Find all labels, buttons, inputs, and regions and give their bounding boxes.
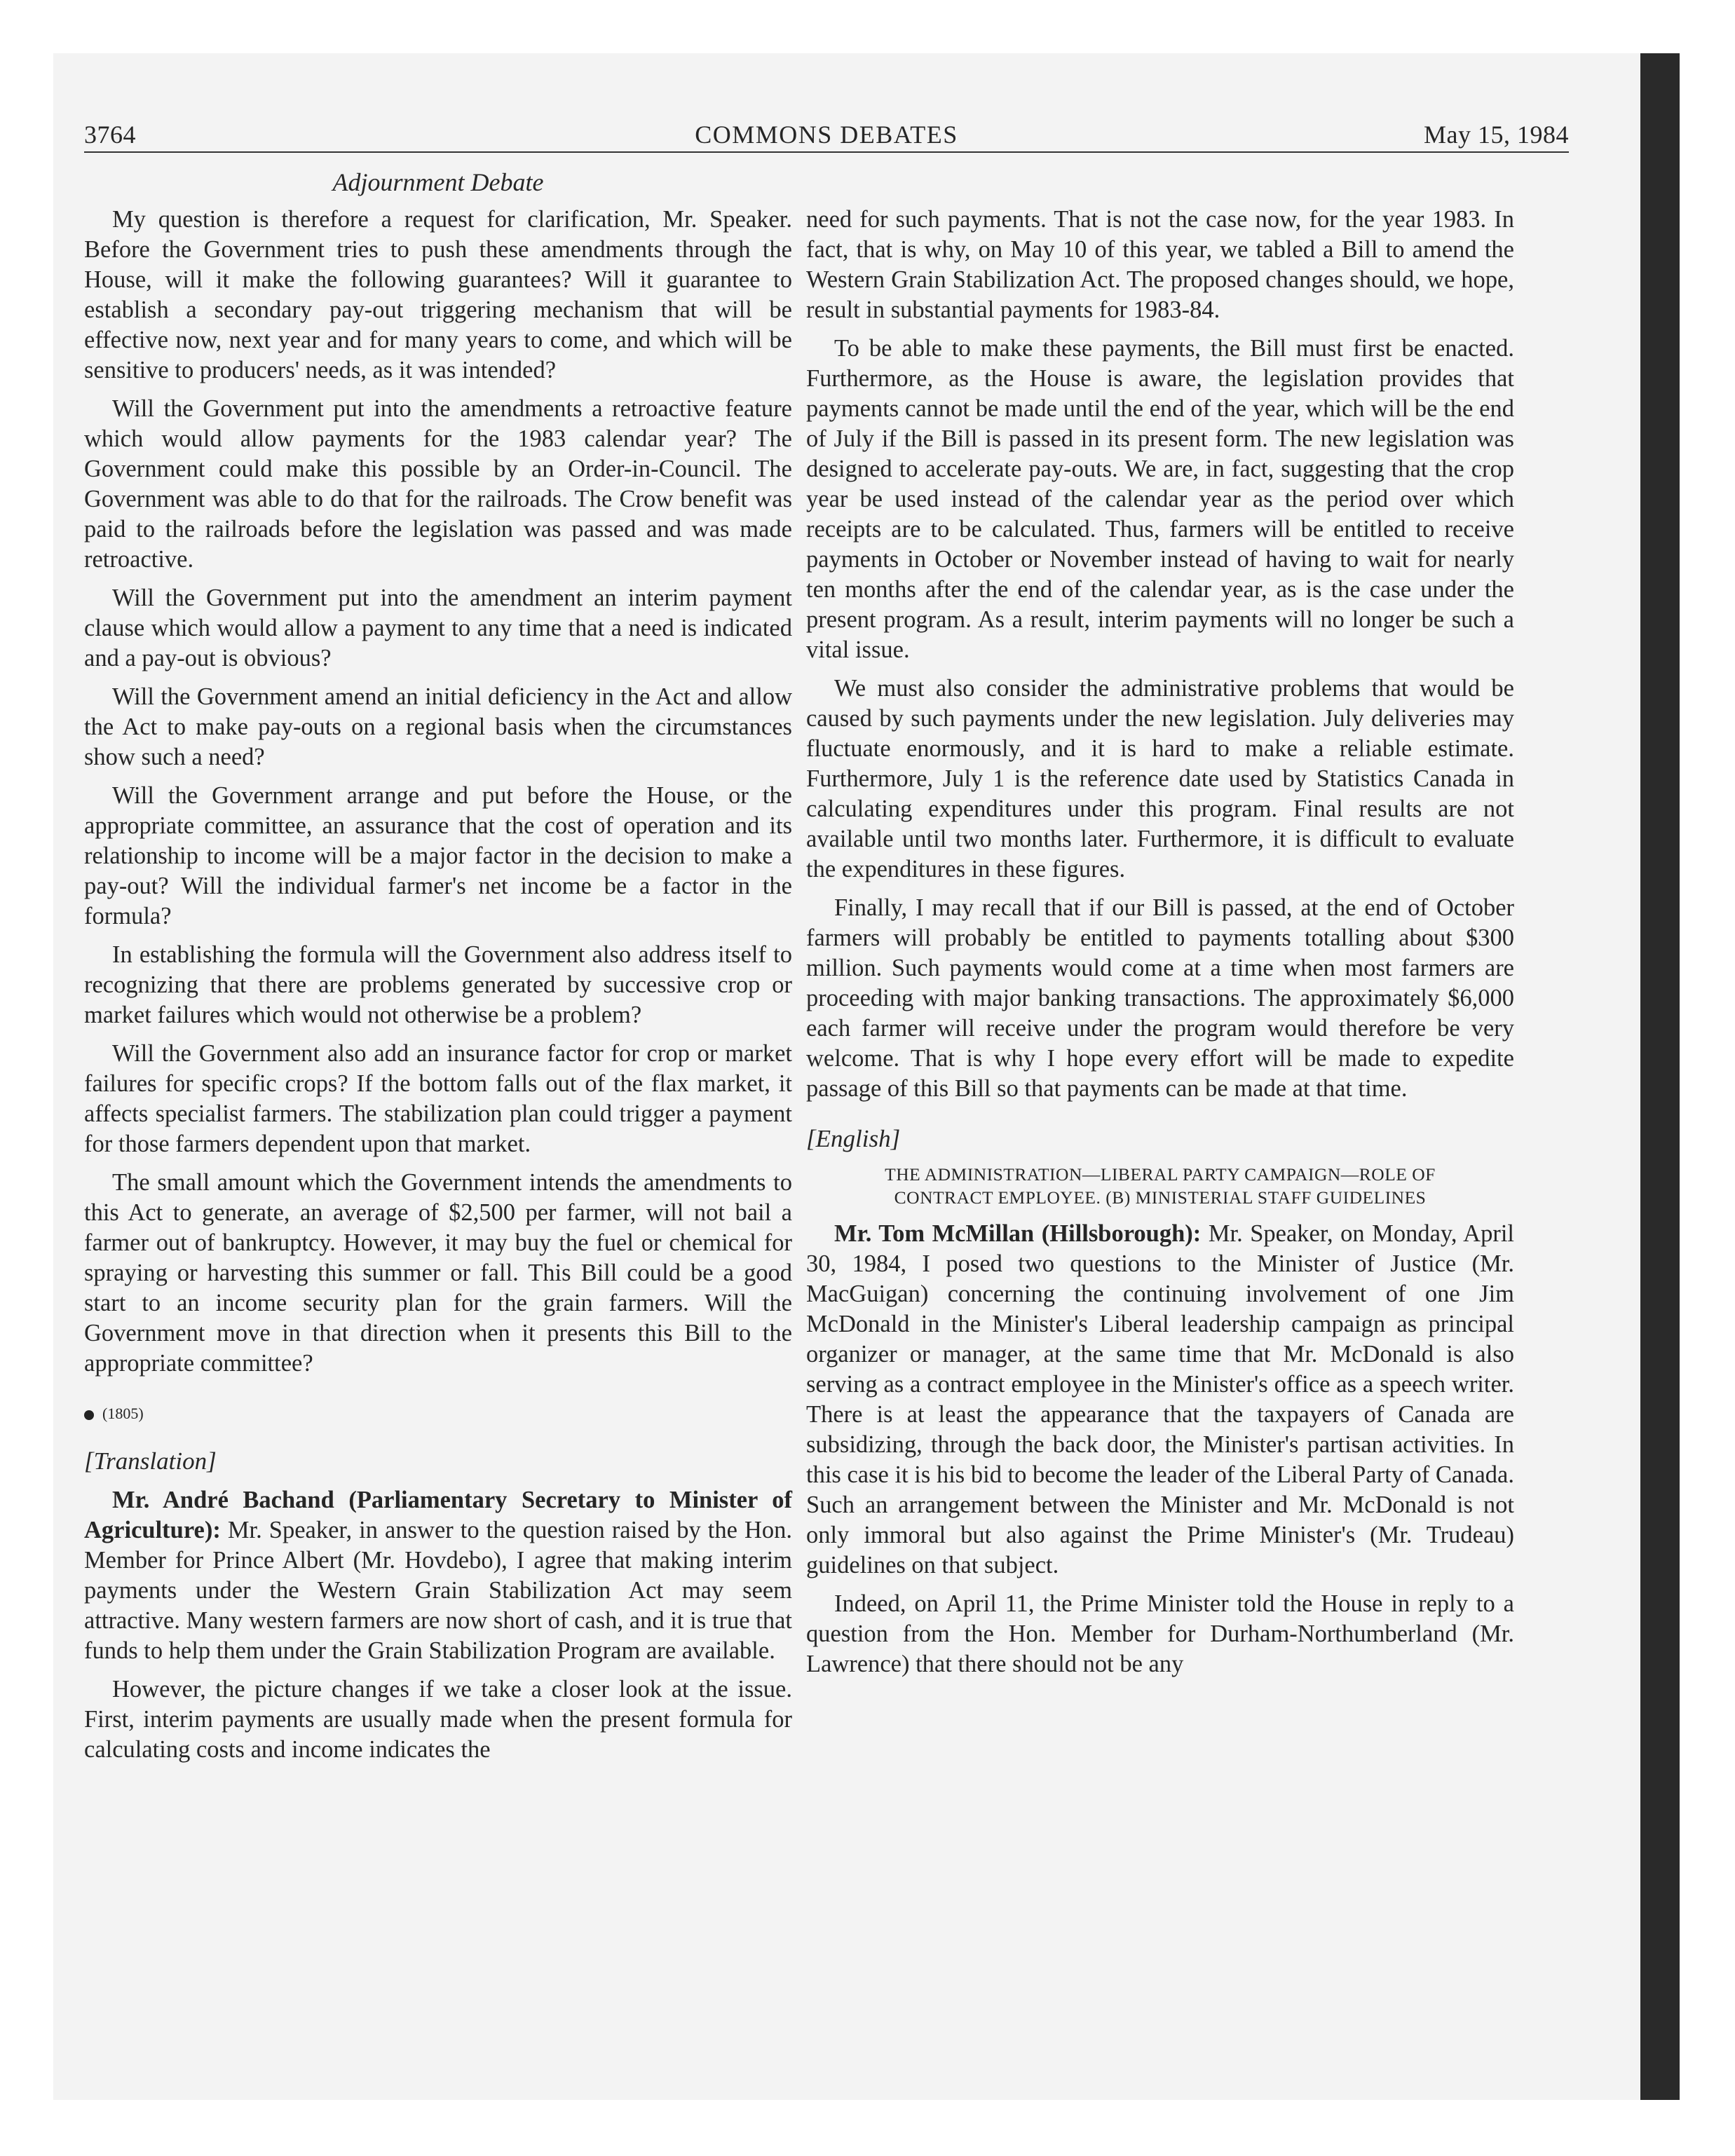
- scan-edge-shadow: [1640, 53, 1680, 2100]
- debate-heading-line: THE ADMINISTRATION—LIBERAL PARTY CAMPAIGN—ROLE OF: [885, 1164, 1436, 1185]
- left-column: [84, 205, 792, 1773]
- header-date: May 15, 1984: [1424, 121, 1569, 149]
- speaker-text: Mr. Speaker, on Monday, April 30, 1984, I posed two questions to the Minister of Justice (Mr. MacGuigan) concerning the continuing involvement of one Jim McDonald in the Minister's Liberal leadership campaign as principal organizer or manager, at the same time that Mr. McDonald is also serving as a contract employee in the Minister's office as a speech writer. There is at least the appearance that the taxpayers of Canada are subsidizing, through the back door, the Minister's partisan activities. In this case it is his bid to become the leader of the Liberal Party of Canada. Such an arrangement between the Minister and Mr. McDonald is not only immoral but also against the Prime Minister's (Mr. Trudeau) guidelines on that subject.: [806, 1220, 1514, 1578]
- page-number: 3764: [84, 121, 136, 149]
- language-tag: [English]: [806, 1125, 901, 1152]
- right-column: [806, 205, 1514, 1688]
- debate-heading-line: CONTRACT EMPLOYEE. (B) MINISTERIAL STAFF GUIDELINES: [894, 1187, 1427, 1208]
- publication-title: COMMONS DEBATES: [695, 121, 958, 149]
- speaker-text: Mr. Speaker, in answer to the question raised by the Hon. Member for Prince Albert (Mr. Hovdebo), I agree that making interim payments under the Western Grain Stabilization Act may seem attractive. Many western farmers are now short of cash, and it is true that funds to help them under the Grain Stabilization Program are available.: [84, 1517, 792, 1664]
- speaker-paragraph: [806, 1219, 1514, 1581]
- time-marker-text: (1805): [102, 1405, 144, 1422]
- paragraph: To be able to make these payments, the Bill must first be enacted. Furthermore, as the House is aware, the legislation provides that payments cannot be made until the end of the year, which will be the end of July if the Bill is passed in its present form. The new legislation was designed to accelerate pay-outs. We are, in fact, suggesting that the crop year be used instead of the calendar year as the period over which receipts are to be calculated. Thus, farmers will be entitled to receive payments in October or November instead of having to wait for nearly ten months after the end of the calendar year, as is the case under the present program. As a result, interim payments will no longer be such a vital issue.: [806, 335, 1514, 663]
- time-marker: [84, 1400, 792, 1428]
- paragraph: Will the Government also add an insurance factor for crop or market failures for specific crops? If the bottom falls out of the flax market, it affects specialist farmers. The stabilization plan could trigger a payment for those farmers dependent upon that market.: [84, 1040, 792, 1157]
- continued-paragraph: need for such payments. That is not the case now, for the year 1983. In fact, that is why, on May 10 of this year, we tabled a Bill to amend the Western Grain Stabilization Act. The proposed changes should, we hope, result in substantial payments for 1983-84.: [806, 206, 1514, 323]
- speaker-paragraph: [84, 1485, 792, 1666]
- speaker-name: Mr. Tom McMillan (Hillsborough):: [834, 1220, 1202, 1247]
- paragraph: Will the Government arrange and put before the House, or the appropriate committee, an assurance that the cost of operation and its relationship to income will be a major factor in the decision to make a pay-out? Will the individual farmer's net income be a factor in the formula?: [84, 782, 792, 929]
- debate-heading: [806, 1163, 1514, 1209]
- paragraph: Will the Government put into the amendments a retroactive feature which would allow payments for the 1983 calendar year? The Government could make this possible by an Order-in-Council. The Government was able to do that for the railroads. The Crow benefit was paid to the railroads before the legislation was passed and was made retroactive.: [84, 395, 792, 573]
- paragraph: Will the Government put into the amendment an interim payment clause which would allow a payment to any time that a need is indicated and a pay-out is obvious?: [84, 585, 792, 671]
- paragraph: The small amount which the Government intends the amendments to this Act to generate, an average of $2,500 per farmer, will not bail a farmer out of bankruptcy. However, it may buy the fuel or chemical for spraying or harvesting this summer or fall. This Bill could be a good start to an income security plan for the grain farmers. Will the Government move in that direction when it presents this Bill to the appropriate committee?: [84, 1169, 792, 1377]
- paragraph: However, the picture changes if we take a closer look at the issue. First, interim payments are usually made when the present formula for calculating costs and income indicates the: [84, 1676, 792, 1763]
- paragraph: In establishing the formula will the Government also address itself to recognizing that there are problems generated by successive crop or market failures which would not otherwise be a problem?: [84, 941, 792, 1028]
- running-header: [84, 119, 1569, 150]
- paragraph: Will the Government amend an initial deficiency in the Act and allow the Act to make pay-outs on a regional basis when the circumstances show such a need?: [84, 683, 792, 770]
- paragraph: Indeed, on April 11, the Prime Minister told the House in reply to a question from the Hon. Member for Durham-Northumberland (Mr. Lawrence) that there should not be any: [806, 1590, 1514, 1677]
- language-tag: [Translation]: [84, 1447, 217, 1475]
- bullet-icon: [84, 1410, 94, 1420]
- section-title: Adjournment Debate: [332, 168, 544, 196]
- paragraph: We must also consider the administrative problems that would be caused by such payments under the new legislation. July deliveries may fluctuate enormously, and it is hard to make a reliable estimate. Furthermore, July 1 is the reference date used by Statistics Canada in calculating expenditures under this program. Final results are not available until two months later. Furthermore, it is difficult to evaluate the expenditures in these figures.: [806, 675, 1514, 882]
- paragraph: My question is therefore a request for clarification, Mr. Speaker. Before the Government tries to push these amendments through the House, will it make the following guarantees? Will it guarantee to establish a secondary pay-out triggering mechanism that will be effective now, next year and for many years to come, and which will be sensitive to producers' needs, as it was intended?: [84, 206, 792, 383]
- paragraph: Finally, I may recall that if our Bill is passed, at the end of October farmers will probably be entitled to payments totalling about $300 million. Such payments would come at a time when most farmers are proceeding with major banking transactions. The approximately $6,000 each farmer will receive under the program would therefore be very welcome. That is why I hope every effort will be made to expedite passage of this Bill so that payments can be made at that time.: [806, 894, 1514, 1102]
- header-rule: [84, 151, 1569, 153]
- speaker-name: Mr. André Bachand (Parliamentary Secretary to Minister of Agriculture):: [84, 1487, 792, 1543]
